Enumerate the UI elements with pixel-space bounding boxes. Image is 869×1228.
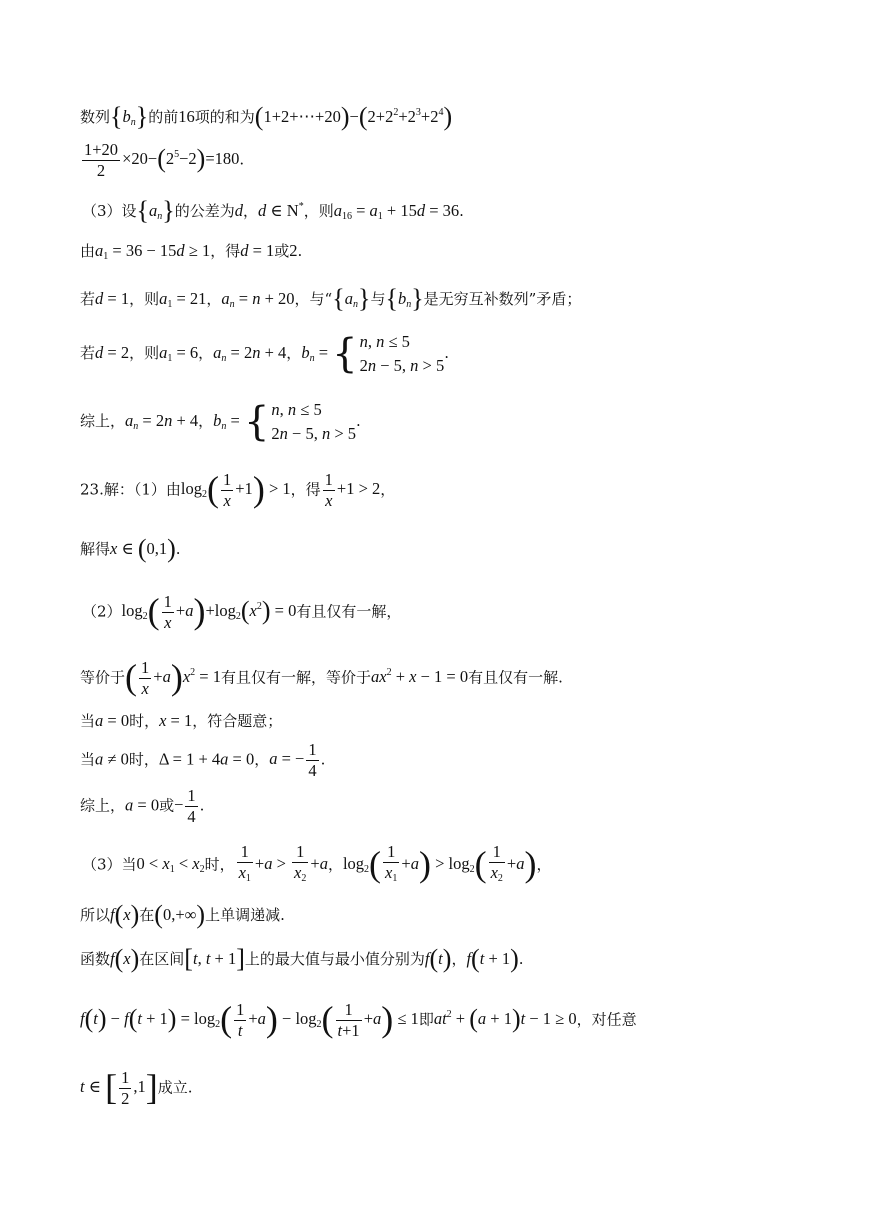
q23-part1: 23.解：（1）由$\log_2$( $\frac{1}{x}$ +1) > 1，得 $\frac{1}{x}$ +1 > 2，: [80, 469, 396, 510]
text: ，则: [129, 290, 160, 308]
q23-part2: $(2)\log_2$( $\frac{1}{x}$ $+a)+\log_2(x^2) = 0$有且仅有一解，: [82, 591, 402, 632]
text: 与: [370, 290, 386, 308]
text: 综上，: [80, 796, 126, 815]
text: .: [239, 150, 245, 169]
text: 是无穷互补数列”矛盾；: [423, 290, 582, 308]
text: .: [297, 242, 303, 260]
text: 时，: [129, 712, 160, 730]
solution-1: 解得x ∈ (0,1).: [80, 534, 181, 563]
text: 时，: [128, 750, 159, 769]
text: 有且仅有一解，: [296, 602, 402, 621]
text: 若: [80, 343, 96, 362]
text: .: [518, 950, 524, 968]
text: 的前: [148, 108, 179, 126]
text: ，: [206, 290, 222, 308]
text: 的公差为: [174, 202, 235, 220]
case-a0: 当a = 0时，x = 1，符合题意；: [80, 711, 283, 730]
text: 23.解：（1）由: [80, 480, 181, 499]
max-min: 函数f(x)在区间[t, t + 1]上的最大值与最小值分别为f(t)，f(t + 1).: [80, 944, 524, 973]
text: 若: [80, 290, 96, 308]
number: 2: [289, 241, 298, 260]
text: 当: [80, 750, 96, 769]
text: 解得: [80, 540, 111, 558]
sum-result: $\frac{1+20}{2}$ $\times 20-(2^5-2)=180$.: [84, 140, 245, 180]
solve-d: 由$a_1 = 36 - 15d \ge 1$，得d = 1或2.: [80, 241, 303, 262]
text: 在: [139, 906, 155, 924]
text: ，则: [129, 343, 160, 362]
text: 有且仅有一解，等价于: [220, 668, 371, 687]
text: ，: [198, 411, 214, 430]
text: 项的和为: [194, 108, 255, 126]
text: .: [199, 796, 205, 815]
text: .: [459, 202, 464, 220]
text: 时，: [204, 855, 235, 874]
text: ，: [536, 855, 552, 874]
text: 有且仅有一解.: [468, 668, 563, 687]
text: ，: [286, 343, 302, 362]
text: =180: [205, 149, 240, 169]
text: 即: [418, 1010, 434, 1029]
text: ，得: [210, 242, 241, 260]
part3-setup: （3）设$\{a_n\}$的公差为d，d ∈ N*，则$a_{16} = a_1 + 15d = 36$.: [82, 196, 464, 225]
text: 函数: [80, 950, 111, 968]
text: ，: [327, 855, 343, 874]
text: .: [356, 411, 361, 430]
text: .: [444, 343, 449, 362]
text: 综上，: [80, 411, 126, 430]
sum-sentence: 数列$\{b_n\}$的前16项的和为$(1+2+\cdots+20)-(2+2^2+2^3+2^4)$: [80, 102, 453, 131]
text: （2）: [82, 602, 122, 621]
q23-part3: （3）当$0 < x_1 < x_2$时， $\frac{1}{x_1}$ +a > $\frac{1}{x_2}$ +a，$\log_2$( $\frac{1}{x_1}$ $+a) > \log_2$( $\frac{1}{x_2}$ +a)，: [82, 842, 552, 885]
equivalence: 等价于( $\frac{1}{x}$ $+a)x^2 = 1$有且仅有一解，等价于$ax^2 + x - 1 = 0$有且仅有一解.: [80, 657, 563, 698]
case-d1: 若d = 1，则$a_1 = 21$，$a_n = n + 20$，与“$\{a_n\}$与$\{b_n\}$是无穷互补数列”矛盾；: [80, 284, 582, 313]
text: 当: [80, 712, 96, 730]
text: 由: [80, 242, 96, 260]
text: ，则: [303, 202, 334, 220]
text: 上单调递减.: [205, 906, 285, 924]
number: 16: [178, 107, 195, 126]
text: 数列: [80, 108, 111, 126]
case-a-nonzero: 当a ≠ 0时，Δ = 1 + 4a = 0，a = − $\frac{1}{4}$ .: [80, 740, 326, 780]
text: 上的最大值与最小值分别为: [244, 950, 425, 968]
text: 或: [159, 796, 175, 815]
text: 成立.: [157, 1078, 193, 1097]
text: ，: [198, 343, 214, 362]
text: 在区间: [139, 950, 185, 968]
text: （3）设: [82, 202, 137, 220]
text: ，与“: [294, 290, 333, 308]
text: ，符合题意；: [192, 712, 283, 730]
text: ，得: [290, 480, 321, 499]
text: .: [175, 540, 181, 558]
text: ，对任意: [576, 1010, 637, 1029]
text: ，: [380, 480, 396, 499]
text: 或: [274, 242, 290, 260]
summary-2: 综上，a = 0或− $\frac{1}{4}$ .: [80, 786, 205, 826]
text: .: [320, 750, 326, 769]
case-d2: 若d = 2，则$a_1 = 6$，$a_n = 2n + 4$，$b_n$ = { n, n ≤ 5 2n − 5, n > 5 .: [80, 331, 449, 377]
text: 等价于: [80, 668, 126, 687]
inequality: $f(t) - f(t + 1) = \log_2$( $\frac{1}{t}$ $+a) - \log_2$( $\frac{1}{t+1}$ +a) ≤ 1即$at^2 + (a + 1)t - 1 \ge 0$，对任意: [80, 999, 637, 1040]
condition: t ∈ [ $\frac{1}{2}$ ,1]成立.: [80, 1067, 193, 1108]
text: ，: [243, 202, 259, 220]
text: 所以: [80, 906, 111, 924]
text: ，: [451, 950, 467, 968]
text: （3）当: [82, 855, 137, 874]
summary-1: 综上，$a_n = 2n + 4$，$b_n$ = { n, n ≤ 5 2n − 5, n > 5 .: [80, 399, 361, 445]
monotonic: 所以f(x)在(0,+∞)上单调递减.: [80, 900, 285, 929]
text: ，: [254, 750, 270, 769]
